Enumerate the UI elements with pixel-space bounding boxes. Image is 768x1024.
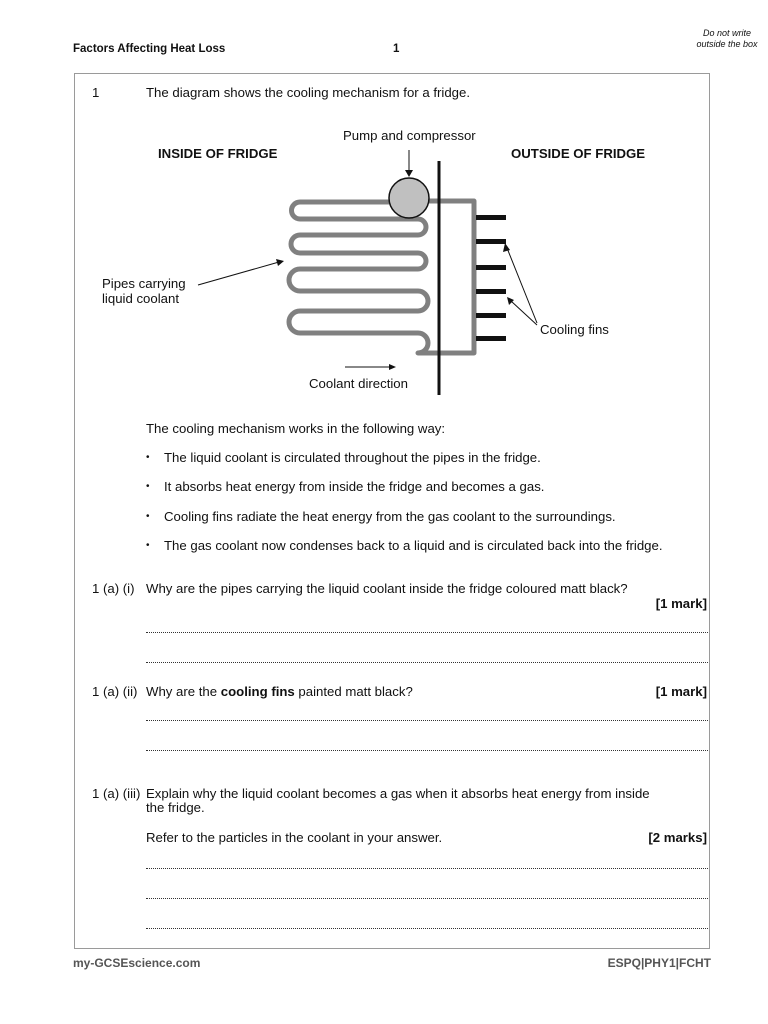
part-ii-text-after: painted matt black?: [294, 684, 413, 699]
answer-line[interactable]: [146, 898, 708, 899]
part-iii-question-line1: Explain why the liquid coolant becomes a gas when it absorbs heat energy from inside: [146, 786, 650, 801]
answer-line[interactable]: [146, 868, 708, 869]
question-number: 1: [92, 85, 100, 100]
part-iii-instruction: Refer to the particles in the coolant in your answer.: [146, 830, 443, 845]
question-intro: The diagram shows the cooling mechanism for a fridge.: [146, 85, 470, 100]
part-i-marks: [1 mark]: [655, 596, 707, 611]
list-item: • The gas coolant now condenses back to a liquid and is circulated back into the fridge.: [146, 538, 663, 567]
part-ii-marks: [1 mark]: [655, 684, 707, 699]
part-ii-question: [146, 684, 413, 699]
mechanism-list: [146, 450, 663, 567]
direction-label: Coolant direction: [309, 376, 408, 391]
answer-line[interactable]: [146, 928, 708, 929]
list-item: • It absorbs heat energy from inside the fridge and becomes a gas.: [146, 479, 663, 508]
margin-note: Do not write outside the box: [696, 28, 758, 49]
pump-label: Pump and compressor: [343, 128, 476, 143]
part-iii-label: 1 (a) (iii): [92, 786, 141, 801]
answer-line[interactable]: [146, 750, 708, 751]
part-ii-text-before: Why are the: [146, 684, 221, 699]
fins-label: Cooling fins: [540, 322, 609, 337]
pipes-label-line2: liquid coolant: [102, 291, 179, 306]
footer-code: ESPQ|PHY1|FCHT: [607, 956, 711, 970]
page-number: 1: [393, 43, 400, 55]
part-iii-question-line2: the fridge.: [146, 800, 205, 815]
part-ii-label: 1 (a) (ii): [92, 684, 138, 699]
part-iii-marks: [2 marks]: [648, 830, 707, 845]
answer-line[interactable]: [146, 662, 708, 663]
list-item: • Cooling fins radiate the heat energy from the gas coolant to the surroundings.: [146, 509, 663, 538]
pipes-label-line1: Pipes carrying: [102, 276, 186, 291]
list-item: • The liquid coolant is circulated throughout the pipes in the fridge.: [146, 450, 663, 479]
answer-line[interactable]: [146, 632, 708, 633]
part-ii-text-bold: cooling fins: [220, 684, 295, 699]
inside-label: INSIDE OF FRIDGE: [158, 146, 278, 161]
footer-website: my-GCSEscience.com: [73, 956, 201, 970]
outside-label: OUTSIDE OF FRIDGE: [511, 146, 646, 161]
part-i-label: 1 (a) (i): [92, 581, 135, 596]
part-i-question: Why are the pipes carrying the liquid coolant inside the fridge coloured matt black?: [146, 581, 628, 596]
mechanism-heading: The cooling mechanism works in the following way:: [146, 421, 446, 436]
answer-line[interactable]: [146, 720, 708, 721]
header-title: Factors Affecting Heat Loss: [73, 43, 226, 55]
